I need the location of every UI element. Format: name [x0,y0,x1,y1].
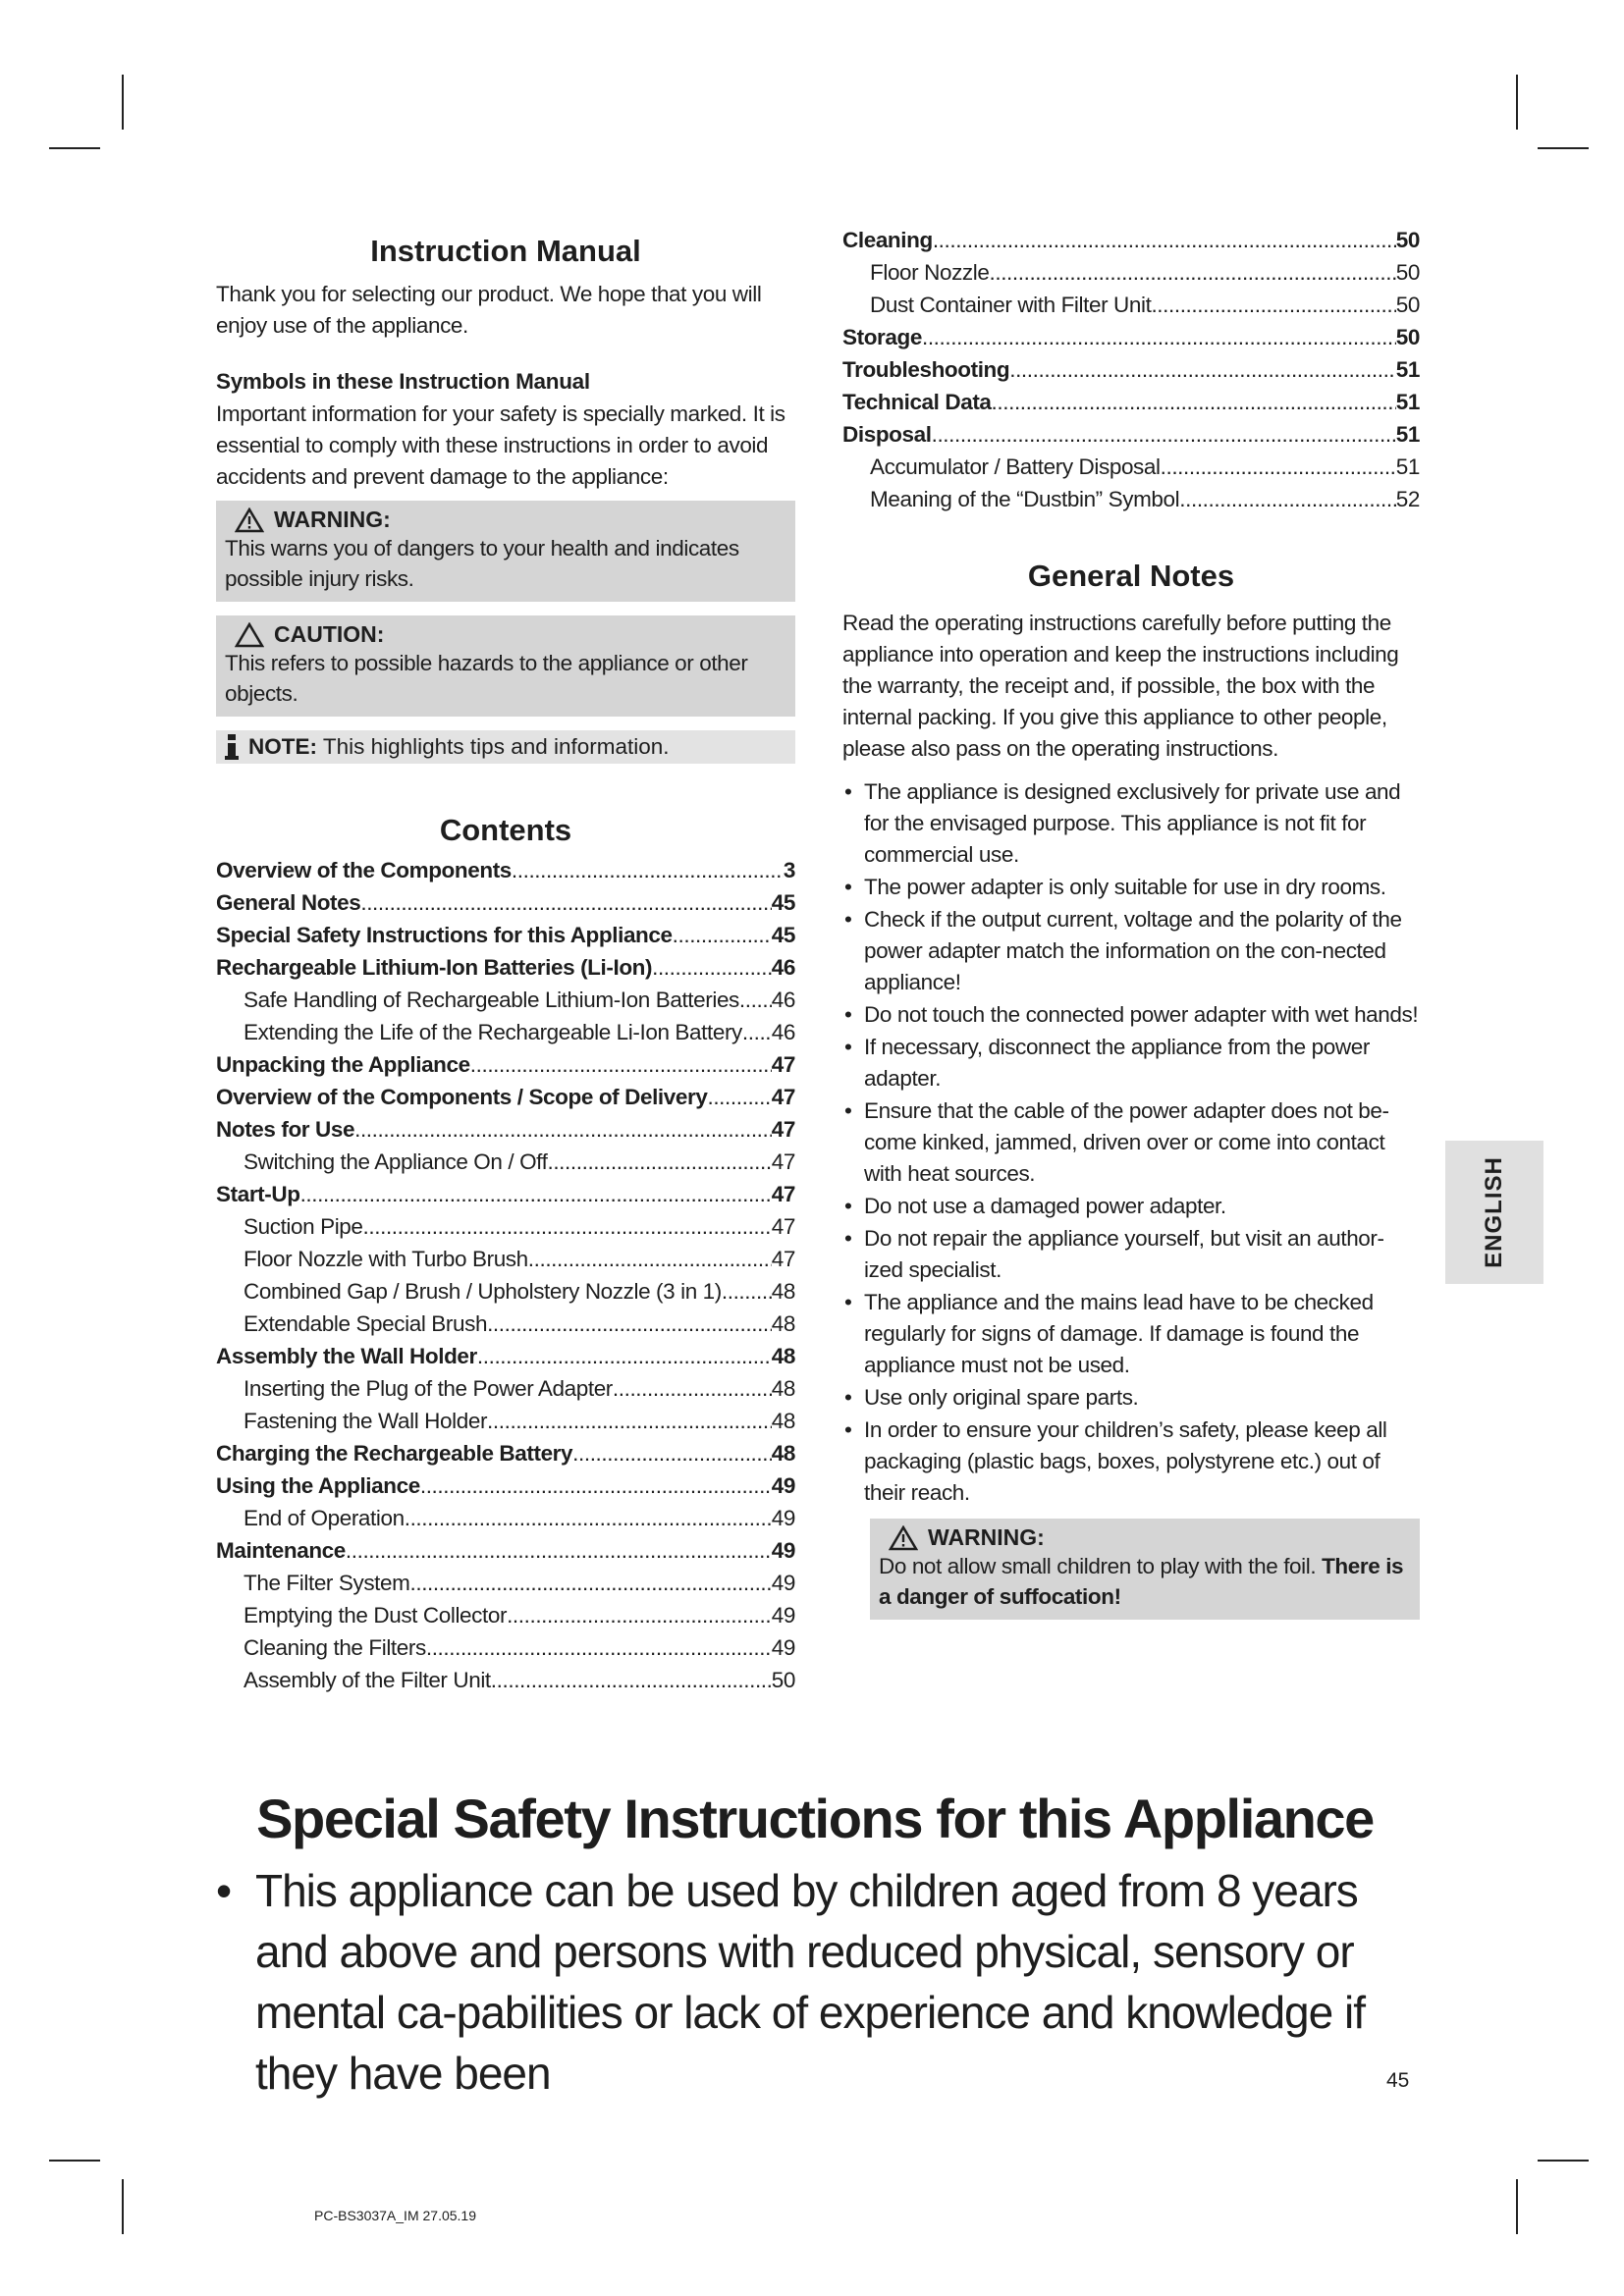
toc-entry-title: Start-Up [216,1182,300,1206]
general-notes-intro: Read the operating instructions carefully before putting the appliance into operation and keep the instructions including the warranty, the receipt and, if possible, the box with the internal packing. If you give this appliance to other people, please also pass on the operating instructions. [842,611,1399,761]
crop-mark [1516,2179,1518,2234]
contents-list-left [216,858,795,1700]
toc-entry-title: Disposal [842,422,932,447]
toc-entry-page: 48 [771,1376,795,1401]
toc-entry-title: Combined Gap / Brush / Upholstery Nozzle (3 in 1) [244,1279,722,1304]
toc-entry-page: 46 [771,1020,795,1044]
toc-leader-dots [922,325,1396,350]
general-note-item: • In order to ensure your children’s safety, please keep all packaging (plastic bags, boxes, polystyrene etc.) out of their reach. [842,1415,1420,1509]
foil-warning-box [870,1519,1420,1620]
contents-title: Contents [439,813,572,847]
toc-entry-title: Storage [842,325,922,349]
page-number: 45 [1386,2069,1410,2092]
toc-entry [216,1571,795,1603]
instruction-manual-title: Instruction Manual [370,234,641,268]
toc-entry-page: 45 [771,923,795,947]
toc-entry-page: 50 [1395,260,1420,285]
toc-entry-title: Accumulator / Battery Disposal [870,454,1161,479]
symbols-heading: Symbols in these Instruction Manual [216,369,590,394]
toc-entry [216,1506,795,1538]
toc-entry-title: Extending the Life of the Rechargeable Li-Ion Battery [244,1020,742,1044]
toc-leader-dots [1161,454,1396,480]
toc-entry-title: Overview of the Components / Scope of Delivery [216,1085,708,1109]
toc-entry-title: Special Safety Instructions for this Appliance [216,923,673,947]
toc-entry-page: 50 [1395,325,1420,349]
toc-entry-page: 47 [771,1214,795,1239]
toc-entry-page: 49 [771,1506,795,1530]
toc-entry [842,228,1420,260]
toc-entry [842,293,1420,325]
toc-entry-title: Rechargeable Lithium-Ion Batteries (Li-Ion) [216,955,653,980]
caution-text: This refers to possible hazards to the appliance or other objects. [225,651,748,706]
toc-entry-title: Fastening the Wall Holder [244,1409,488,1433]
toc-entry-title: Using the Appliance [216,1473,420,1498]
toc-entry-title: Assembly of the Filter Unit [244,1668,491,1692]
toc-entry [216,1409,795,1441]
warning-label: WARNING: [274,507,391,532]
toc-leader-dots [613,1376,772,1402]
toc-entry-page: 49 [771,1473,795,1498]
toc-leader-dots [487,1409,772,1434]
toc-leader-dots [932,422,1396,448]
toc-entry [842,357,1420,390]
toc-leader-dots [477,1344,772,1369]
warning-triangle-icon [235,507,264,533]
toc-entry-title: Assembly the Wall Holder [216,1344,477,1368]
toc-entry-page: 52 [1395,487,1420,511]
toc-leader-dots [739,988,772,1013]
right-column [842,228,1420,1620]
crop-mark [1538,147,1589,149]
toc-entry-page: 50 [1395,293,1420,317]
caution-label: CAUTION: [274,621,385,647]
toc-entry-title: Inserting the Plug of the Power Adapter [244,1376,613,1401]
warning-triangle-icon [889,1525,918,1551]
toc-leader-dots [512,858,784,883]
general-note-item: • Do not use a damaged power adapter. [842,1191,1420,1222]
toc-entry [216,1020,795,1052]
general-note-item: • The appliance and the mains lead have to be checked regularly for signs of damage. If damage is found the appliance must not be used. [842,1287,1420,1381]
toc-entry [216,1149,795,1182]
warning-box [216,501,795,602]
toc-entry-page: 50 [1395,228,1420,252]
toc-leader-dots [354,1117,772,1143]
warning-text: This warns you of dangers to your health and indicates possible injury risks. [225,536,739,591]
toc-entry-page: 49 [771,1538,795,1563]
toc-entry [216,858,795,890]
toc-entry-page: 48 [771,1409,795,1433]
crop-mark [1538,2160,1589,2162]
toc-leader-dots [300,1182,772,1207]
toc-leader-dots [572,1441,772,1467]
toc-leader-dots [507,1603,772,1629]
toc-entry [216,1085,795,1117]
toc-entry [842,422,1420,454]
toc-entry [842,260,1420,293]
toc-entry [216,1603,795,1635]
contents-list-right [842,228,1420,519]
toc-entry-title: End of Operation [244,1506,405,1530]
toc-leader-dots [360,890,771,916]
general-note-item: • Check if the output current, voltage and the polarity of the power adapter match the information on the con-nected appliance! [842,904,1420,998]
toc-entry-title: Safe Handling of Rechargeable Lithium-Ion Batteries [244,988,739,1012]
note-label: NOTE: [248,734,317,759]
foil-warning-bold: There is a danger of suffocation! [879,1554,1404,1609]
toc-entry-page: 47 [771,1085,795,1109]
toc-leader-dots [547,1149,771,1175]
general-note-item: • Ensure that the cable of the power adapter does not be-come kinked, jammed, driven over or come into contact with heat sources. [842,1095,1420,1190]
toc-entry-title: Meaning of the “Dustbin” Symbol [870,487,1180,511]
special-safety-section [216,1787,1414,2104]
toc-entry [216,1117,795,1149]
intro-text: Thank you for selecting our product. We hope that you will enjoy use of the appliance. [216,282,762,338]
toc-entry [216,1052,795,1085]
toc-entry [216,1279,795,1311]
toc-entry [216,890,795,923]
toc-entry [842,325,1420,357]
toc-leader-dots [410,1571,772,1596]
toc-entry-title: Switching the Appliance On / Off [244,1149,548,1174]
crop-mark [49,147,100,149]
general-note-item: • Do not repair the appliance yourself, but visit an author-ized specialist. [842,1223,1420,1286]
crop-mark [49,2160,100,2162]
toc-entry [216,1473,795,1506]
toc-leader-dots [487,1311,772,1337]
general-note-item: • If necessary, disconnect the appliance from the power adapter. [842,1032,1420,1095]
toc-entry-title: Technical Data [842,390,992,414]
general-note-item: • The power adapter is only suitable for use in dry rooms. [842,872,1420,903]
toc-entry [216,1344,795,1376]
toc-entry [216,1311,795,1344]
crop-mark [122,75,124,130]
toc-leader-dots [673,923,772,948]
toc-entry [216,1668,795,1700]
toc-entry [216,1247,795,1279]
toc-entry-title: Floor Nozzle [870,260,990,285]
toc-leader-dots [426,1635,772,1661]
general-notes-title: General Notes [1027,559,1235,593]
toc-entry-title: Dust Container with Filter Unit [870,293,1152,317]
special-safety-title: Special Safety Instructions for this Appliance [256,1788,1374,1849]
toc-entry [216,1182,795,1214]
toc-entry-page: 49 [771,1603,795,1628]
general-note-item: • The appliance is designed exclusively for private use and for the envisaged purpose. This appliance is not fit for commercial use. [842,776,1420,871]
toc-entry-page: 50 [771,1668,795,1692]
toc-entry-page: 48 [771,1279,795,1304]
toc-entry-title: Suction Pipe [244,1214,363,1239]
toc-leader-dots [990,260,1396,286]
toc-entry-page: 3 [783,858,795,882]
toc-entry-title: Troubleshooting [842,357,1010,382]
toc-leader-dots [1151,293,1395,318]
toc-entry-page: 47 [771,1052,795,1077]
general-note-item: • Do not touch the connected power adapter with wet hands! [842,999,1420,1031]
toc-entry-title: Notes for Use [216,1117,355,1142]
caution-box [216,615,795,717]
toc-entry [216,1635,795,1668]
toc-entry [842,487,1420,519]
toc-entry-title: The Filter System [244,1571,410,1595]
note-box [216,730,795,764]
toc-entry-page: 51 [1395,390,1420,414]
toc-leader-dots [1179,487,1396,512]
toc-leader-dots [346,1538,772,1564]
toc-leader-dots [1009,357,1396,383]
toc-entry-page: 47 [771,1182,795,1206]
toc-entry-page: 47 [771,1247,795,1271]
general-notes-bullets [842,776,1420,1509]
foil-warning-text: Do not allow small children to play with the foil. [879,1554,1317,1578]
toc-entry-page: 47 [771,1117,795,1142]
toc-entry-page: 49 [771,1635,795,1660]
toc-entry [216,923,795,955]
toc-entry-page: 51 [1395,454,1420,479]
toc-entry-page: 46 [771,955,795,980]
toc-entry-title: Floor Nozzle with Turbo Brush [244,1247,528,1271]
note-text: This highlights tips and information. [322,734,670,759]
toc-entry-title: Cleaning [842,228,933,252]
crop-mark [122,2179,124,2234]
toc-leader-dots [363,1214,772,1240]
toc-entry-page: 46 [771,988,795,1012]
toc-leader-dots [528,1247,772,1272]
toc-leader-dots [992,390,1396,415]
toc-leader-dots [470,1052,772,1078]
toc-entry-title: Maintenance [216,1538,346,1563]
toc-entry-title: Unpacking the Appliance [216,1052,470,1077]
toc-entry-page: 49 [771,1571,795,1595]
crop-mark [1516,75,1518,130]
toc-leader-dots [707,1085,771,1110]
toc-entry [216,1376,795,1409]
toc-entry [216,955,795,988]
toc-entry-page: 48 [771,1344,795,1368]
foil-warning-label: WARNING: [928,1524,1045,1550]
toc-entry-title: Overview of the Components [216,858,512,882]
toc-entry [216,1538,795,1571]
toc-entry-title: Extendable Special Brush [244,1311,488,1336]
symbols-text: Important information for your safety is specially marked. It is essential to comply with these instructions in order to avoid accidents and prevent damage to the appliance: [216,401,785,489]
toc-entry-page: 48 [771,1311,795,1336]
general-note-item: • Use only original spare parts. [842,1382,1420,1414]
toc-entry [842,390,1420,422]
toc-entry [216,1214,795,1247]
toc-leader-dots [405,1506,772,1531]
caution-triangle-icon [235,622,264,648]
toc-entry-title: Cleaning the Filters [244,1635,426,1660]
language-tab [1445,1141,1543,1284]
toc-entry-page: 51 [1395,422,1420,447]
toc-entry-page: 45 [771,890,795,915]
toc-entry [842,454,1420,487]
toc-leader-dots [722,1279,772,1305]
toc-entry-title: Charging the Rechargeable Battery [216,1441,573,1466]
toc-leader-dots [420,1473,772,1499]
special-safety-bullet: • This appliance can be used by children aged from 8 years and above and persons with reduced physical, sensory or mental ca-pabilities or lack of experience and knowledge if they have been [216,1860,1414,2104]
toc-entry-page: 47 [771,1149,795,1174]
toc-entry [216,988,795,1020]
language-tab-label: ENGLISH [1481,1156,1507,1268]
toc-entry-page: 48 [771,1441,795,1466]
toc-entry [216,1441,795,1473]
toc-leader-dots [933,228,1396,253]
toc-entry-page: 51 [1395,357,1420,382]
info-icon [225,734,239,760]
toc-leader-dots [491,1668,772,1693]
left-column [216,234,795,1700]
toc-leader-dots [742,1020,772,1045]
toc-leader-dots [652,955,772,981]
footer-code: PC-BS3037A_IM 27.05.19 [314,2208,476,2223]
toc-entry-title: General Notes [216,890,361,915]
toc-entry-title: Emptying the Dust Collector [244,1603,508,1628]
